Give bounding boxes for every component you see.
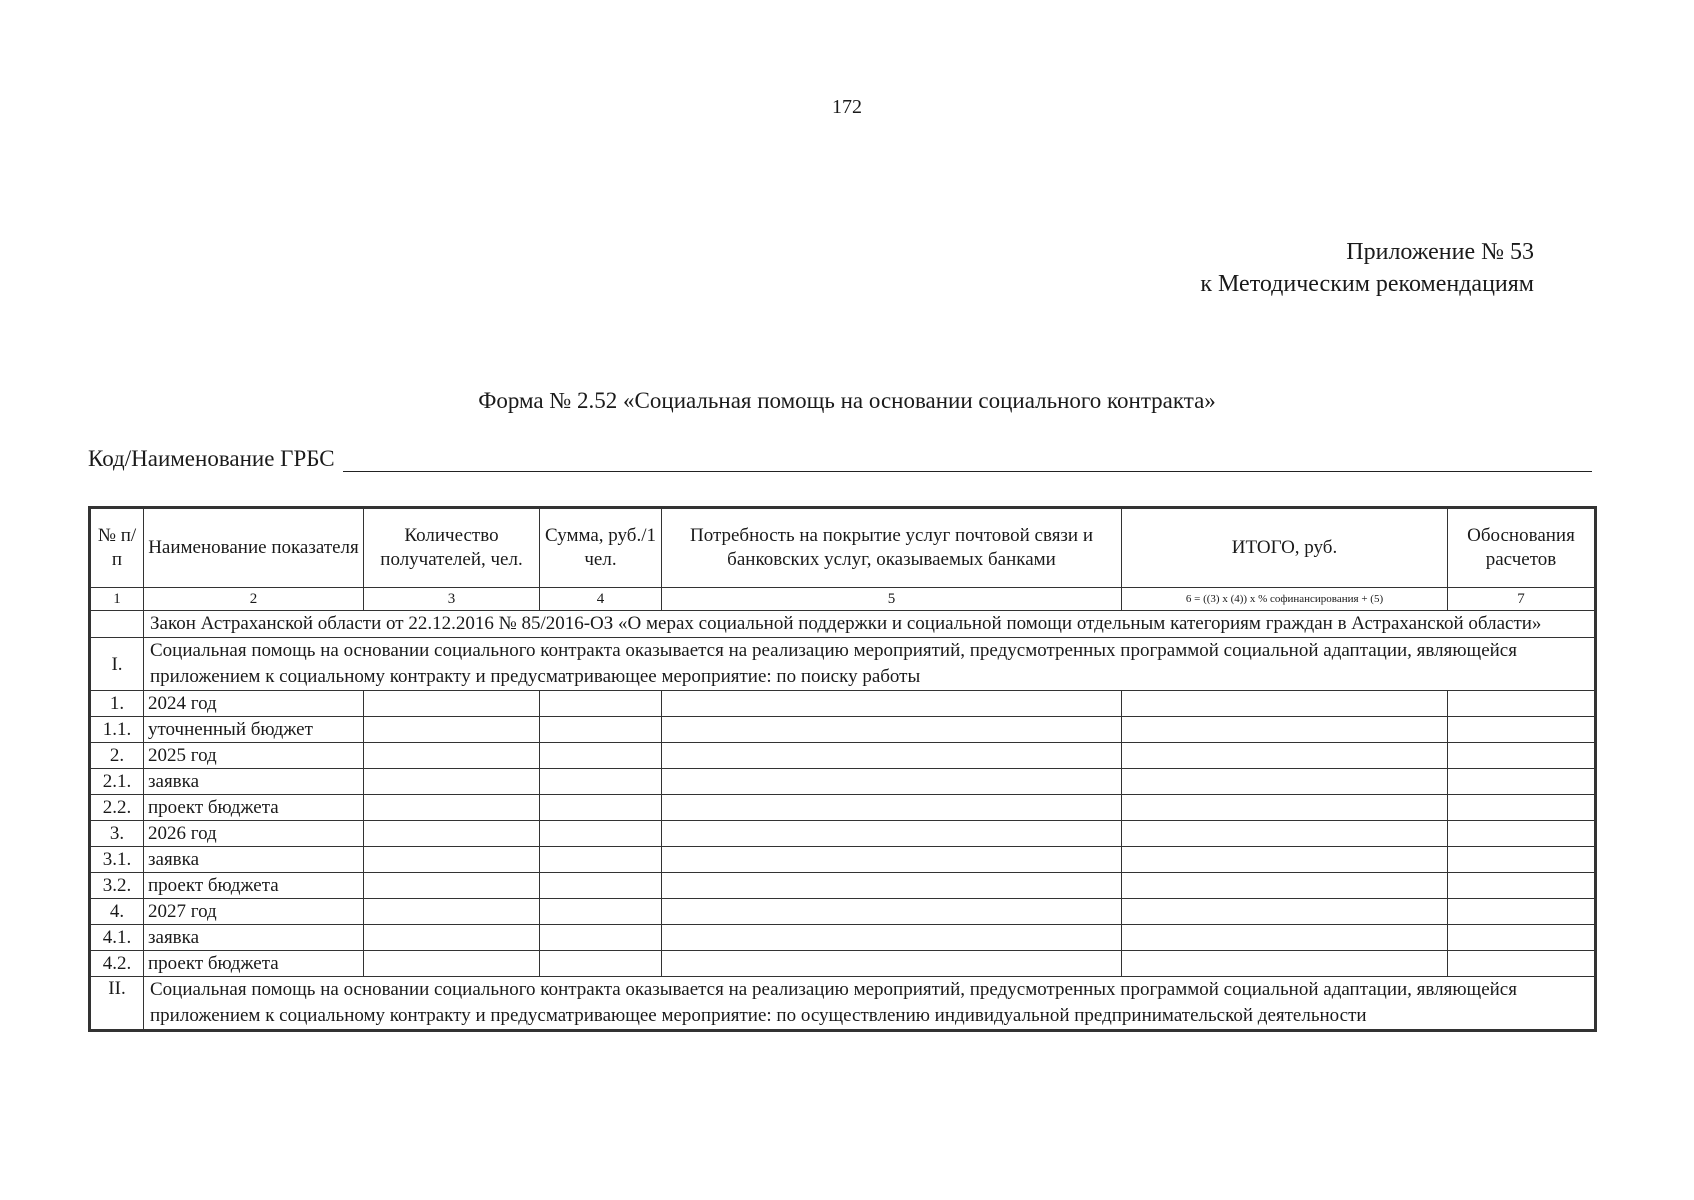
row-name: заявка — [144, 847, 364, 873]
header-cell-total: ИТОГО, руб. — [1122, 508, 1448, 588]
row-name: проект бюджета — [144, 873, 364, 899]
table-row — [90, 691, 1596, 717]
form-title: Форма № 2.52 «Социальная помощь на основании социального контракта» — [478, 388, 1216, 413]
table-row — [90, 925, 1596, 951]
cell-postal-banking[interactable] — [662, 769, 1122, 795]
section-row — [90, 977, 1596, 1031]
cell-recipients[interactable] — [364, 769, 540, 795]
cell-recipients[interactable] — [364, 717, 540, 743]
grbs-field — [88, 446, 1592, 472]
section-text: Социальная помощь на основании социального контракта оказывается на реализацию мероприятий, предусмотренных программой социальной адаптации, являющейся приложением к социальному контракту и предусматривающее мероприятие: по поиску работы — [144, 638, 1596, 691]
header-cell-recipients: Количество получателей, чел. — [364, 508, 540, 588]
row-index: 3. — [90, 821, 144, 847]
header-row — [90, 508, 1596, 588]
cell-postal-banking[interactable] — [662, 795, 1122, 821]
header-cell-amount: Сумма, руб./1 чел. — [540, 508, 662, 588]
cell-recipients[interactable] — [364, 925, 540, 951]
cell-amount[interactable] — [540, 899, 662, 925]
cell-total[interactable] — [1122, 899, 1448, 925]
row-index: 2. — [90, 743, 144, 769]
header-cell-justification: Обоснования расчетов — [1448, 508, 1596, 588]
row-name: уточненный бюджет — [144, 717, 364, 743]
cell-justification[interactable] — [1448, 795, 1596, 821]
cell-justification[interactable] — [1448, 717, 1596, 743]
appendix-caption — [1200, 236, 1534, 300]
table-row — [90, 873, 1596, 899]
row-index: 4. — [90, 899, 144, 925]
cell-recipients[interactable] — [364, 743, 540, 769]
cell-postal-banking[interactable] — [662, 821, 1122, 847]
row-name: заявка — [144, 769, 364, 795]
section-text: Социальная помощь на основании социального контракта оказывается на реализацию мероприятий, предусмотренных программой социальной адаптации, являющейся приложением к социальному контракту и предусматривающее мероприятие: по осуществлению индивидуальной предпринимательской деятельности — [144, 977, 1596, 1031]
table-row — [90, 847, 1596, 873]
cell-recipients[interactable] — [364, 847, 540, 873]
cell-justification[interactable] — [1448, 873, 1596, 899]
cell-total[interactable] — [1122, 795, 1448, 821]
table-row — [90, 821, 1596, 847]
cell-postal-banking[interactable] — [662, 899, 1122, 925]
cell-justification[interactable] — [1448, 769, 1596, 795]
grbs-label: Код/Наименование ГРБС — [88, 446, 335, 471]
grbs-fill-line — [343, 449, 1592, 472]
cell-justification[interactable] — [1448, 925, 1596, 951]
row-index: 2.2. — [90, 795, 144, 821]
table-row — [90, 769, 1596, 795]
cell-justification[interactable] — [1448, 743, 1596, 769]
cell-postal-banking[interactable] — [662, 873, 1122, 899]
row-index: 4.2. — [90, 951, 144, 977]
cell-postal-banking[interactable] — [662, 691, 1122, 717]
form-table — [88, 506, 1597, 1032]
table-row — [90, 951, 1596, 977]
column-number: 1 — [90, 588, 144, 611]
table-row — [90, 743, 1596, 769]
cell-amount[interactable] — [540, 717, 662, 743]
row-index: 1.1. — [90, 717, 144, 743]
column-number: 2 — [144, 588, 364, 611]
cell-total[interactable] — [1122, 847, 1448, 873]
cell-recipients[interactable] — [364, 691, 540, 717]
cell-amount[interactable] — [540, 691, 662, 717]
cell-total[interactable] — [1122, 691, 1448, 717]
cell-amount[interactable] — [540, 873, 662, 899]
section-index: I. — [90, 638, 144, 691]
row-name: заявка — [144, 925, 364, 951]
cell-postal-banking[interactable] — [662, 717, 1122, 743]
cell-justification[interactable] — [1448, 847, 1596, 873]
column-number: 7 — [1448, 588, 1596, 611]
row-index: 4.1. — [90, 925, 144, 951]
row-index: 2.1. — [90, 769, 144, 795]
row-index: 1. — [90, 691, 144, 717]
cell-recipients[interactable] — [364, 899, 540, 925]
header-cell-indicator: Наименование показателя — [144, 508, 364, 588]
cell-justification[interactable] — [1448, 691, 1596, 717]
cell-total[interactable] — [1122, 873, 1448, 899]
cell-recipients[interactable] — [364, 821, 540, 847]
appendix-reference: к Методическим рекомендациям — [1200, 271, 1534, 297]
row-name: проект бюджета — [144, 951, 364, 977]
cell-justification[interactable] — [1448, 899, 1596, 925]
row-name: проект бюджета — [144, 795, 364, 821]
cell-amount[interactable] — [540, 951, 662, 977]
cell-recipients[interactable] — [364, 873, 540, 899]
table-row — [90, 717, 1596, 743]
header-cell-index: № п/п — [90, 508, 144, 588]
page-number: 172 — [832, 96, 862, 118]
cell-amount[interactable] — [540, 769, 662, 795]
cell-postal-banking[interactable] — [662, 743, 1122, 769]
cell-postal-banking[interactable] — [662, 925, 1122, 951]
cell-total[interactable] — [1122, 717, 1448, 743]
row-index: 3.2. — [90, 873, 144, 899]
law-row — [90, 611, 1596, 638]
cell-amount[interactable] — [540, 743, 662, 769]
table-row — [90, 795, 1596, 821]
law-text: Закон Астраханской области от 22.12.2016 № 85/2016-ОЗ «О мерах социальной поддержки и социальной помощи отдельным категориям граждан в Астраханской области» — [144, 611, 1596, 638]
column-number-row — [90, 588, 1596, 611]
cell-amount[interactable] — [540, 847, 662, 873]
cell-postal-banking[interactable] — [662, 951, 1122, 977]
cell-total[interactable] — [1122, 769, 1448, 795]
cell-total[interactable] — [1122, 743, 1448, 769]
law-index-cell — [90, 611, 144, 638]
section-index: II. — [90, 977, 144, 1031]
cell-total[interactable] — [1122, 925, 1448, 951]
column-number: 3 — [364, 588, 540, 611]
section-row — [90, 638, 1596, 691]
table-row — [90, 899, 1596, 925]
appendix-number: Приложение № 53 — [1346, 239, 1534, 265]
cell-total[interactable] — [1122, 821, 1448, 847]
cell-total[interactable] — [1122, 951, 1448, 977]
cell-amount[interactable] — [540, 925, 662, 951]
row-name: 2025 год — [144, 743, 364, 769]
column-number: 4 — [540, 588, 662, 611]
cell-recipients[interactable] — [364, 951, 540, 977]
cell-amount[interactable] — [540, 821, 662, 847]
column-formula: 6 = ((3) x (4)) x % софинансирования + (5) — [1122, 588, 1448, 611]
cell-postal-banking[interactable] — [662, 847, 1122, 873]
cell-amount[interactable] — [540, 795, 662, 821]
cell-justification[interactable] — [1448, 821, 1596, 847]
cell-recipients[interactable] — [364, 795, 540, 821]
row-name: 2027 год — [144, 899, 364, 925]
header-cell-postal-banking: Потребность на покрытие услуг почтовой связи и банковских услуг, оказываемых банками — [662, 508, 1122, 588]
row-index: 3.1. — [90, 847, 144, 873]
column-number: 5 — [662, 588, 1122, 611]
cell-justification[interactable] — [1448, 951, 1596, 977]
row-name: 2026 год — [144, 821, 364, 847]
row-name: 2024 год — [144, 691, 364, 717]
